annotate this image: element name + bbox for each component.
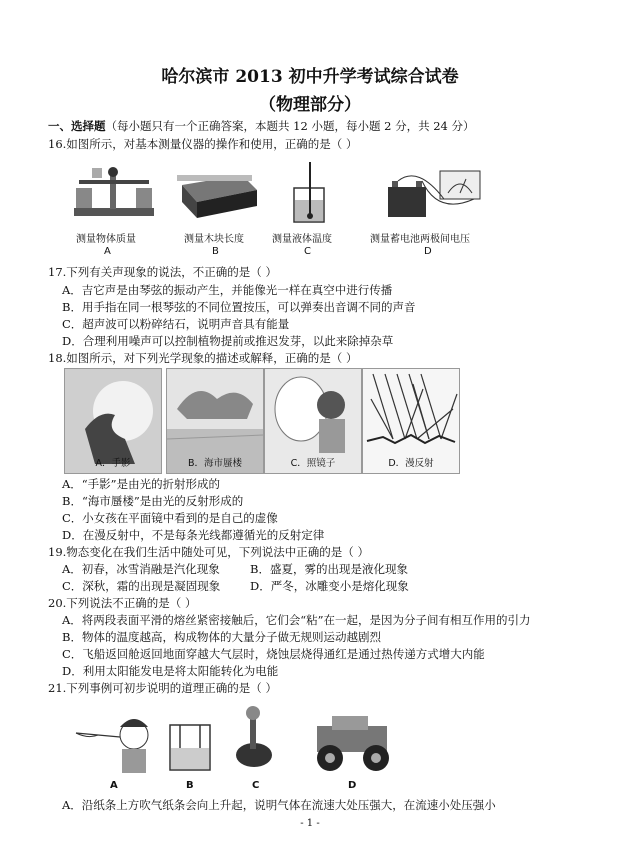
q16-caption-b: 测量木块长度 [184, 234, 244, 245]
u-tube-figure [166, 720, 216, 775]
section-header [48, 119, 475, 133]
voltmeter-battery-figure [378, 165, 488, 225]
q18-option-d: D．在漫反射中，不是每条光线都遵循光的反射定律 [62, 528, 325, 542]
q20-option-c: C．飞船返回舱返回地面穿越大气层时，烧蚀层烧得通红是通过热传递方式增大内能 [62, 647, 485, 661]
q17-stem: 17.下列有关声现象的说法，不正确的是（ ） [48, 265, 277, 279]
q19-option-a: A．初春，冰雪消融是汽化现象 [62, 562, 220, 576]
q21-letter-a: A [110, 780, 118, 791]
q16-caption-d: 测量蓄电池两极间电压 [370, 234, 470, 245]
q16-caption-a: 测量物体质量 [76, 234, 136, 245]
q16-letter-a: A [104, 246, 111, 257]
q20-stem: 20.下列说法不正确的是（ ） [48, 596, 197, 610]
balance-figure [64, 160, 164, 225]
q16-letter-d: D [424, 246, 432, 257]
q18-option-b: B．“海市蜃楼”是由光的反射形成的 [62, 494, 244, 508]
q21-letter-b: B [186, 780, 194, 791]
mirage-photo [166, 368, 264, 474]
child-blowing-paper-figure [68, 705, 158, 775]
q17-option-d: D．合理利用噪声可以控制植物提前或推迟发芽，以此来除掉杂草 [62, 334, 394, 348]
q18-option-a: A．“手影”是由光的折射形成的 [62, 477, 221, 491]
page-subtitle: （物理部分） [259, 95, 361, 115]
q16-letter-c: C [304, 246, 311, 257]
q20-option-a: A．将两段表面平滑的熔丝紧密接触后，它们会“粘”在一起，是因为分子间有相互作用的引力 [62, 613, 531, 627]
q18-stem: 18.如图所示，对下列光学现象的描述或解释，正确的是（ ） [48, 351, 358, 365]
hand-bottle-figure [230, 705, 280, 775]
q18-caption-a: A．手影 [95, 458, 131, 469]
hand-shadow-photo [64, 368, 162, 474]
diffuse-reflection-photo [362, 368, 460, 474]
q16-stem: 16.如图所示，对基本测量仪器的操作和使用，正确的是（ ） [48, 137, 358, 151]
q18-caption-b: B．海市蜃楼 [187, 458, 243, 469]
ruler-block-figure [172, 170, 262, 225]
q17-option-b: B．用手指在同一根琴弦的不同位置按压，可以弹奏出音调不同的声音 [62, 300, 416, 314]
q21-stem: 21.下列事例可初步说明的道理正确的是（ ） [48, 681, 277, 695]
truck-figure [302, 712, 402, 774]
q17-option-c: C．超声波可以粉碎结石，说明声音具有能量 [62, 317, 290, 331]
q19-option-c: C．深秋，霜的出现是凝固现象 [62, 579, 221, 593]
mirror-photo [264, 368, 362, 474]
q19-option-b: B．盛夏，雾的出现是液化现象 [250, 562, 408, 576]
section-note: （每小题只有一个正确答案，本题共 12 小题，每小题 2 分，共 24 分） [105, 119, 475, 133]
q21-letter-c: C [252, 780, 260, 791]
q21-letter-d: D [348, 780, 357, 791]
q20-option-d: D．利用太阳能发电是将太阳能转化为电能 [62, 664, 279, 678]
q16-letter-b: B [212, 246, 219, 257]
q17-option-a: A．吉它声是由琴弦的振动产生，并能像光一样在真空中进行传播 [62, 283, 393, 297]
q18-option-c: C．小女孩在平面镜中看到的是自己的虚像 [62, 511, 278, 525]
page-number: - 1 - [300, 818, 320, 829]
q19-option-d: D．严冬，冰雕变小是熔化现象 [250, 579, 409, 593]
section-label: 一、选择题 [48, 119, 106, 133]
q19-stem: 19.物态变化在我们生活中随处可见，下列说法中正确的是（ ） [48, 545, 369, 559]
q18-caption-d: D．漫反射 [388, 458, 434, 469]
q20-option-b: B．物体的温度越高，构成物体的大量分子做无规则运动越剧烈 [62, 630, 381, 644]
page-title: 哈尔滨市 2013 初中升学考试综合试卷 [161, 67, 459, 87]
q18-caption-c: C．照镜子 [290, 458, 336, 469]
q16-caption-c: 测量液体温度 [272, 234, 332, 245]
q21-option-a: A．沿纸条上方吹气纸条会向上升起，说明气体在流速大处压强大，在流速小处压强小 [62, 798, 496, 812]
thermometer-beaker-figure [282, 160, 342, 225]
